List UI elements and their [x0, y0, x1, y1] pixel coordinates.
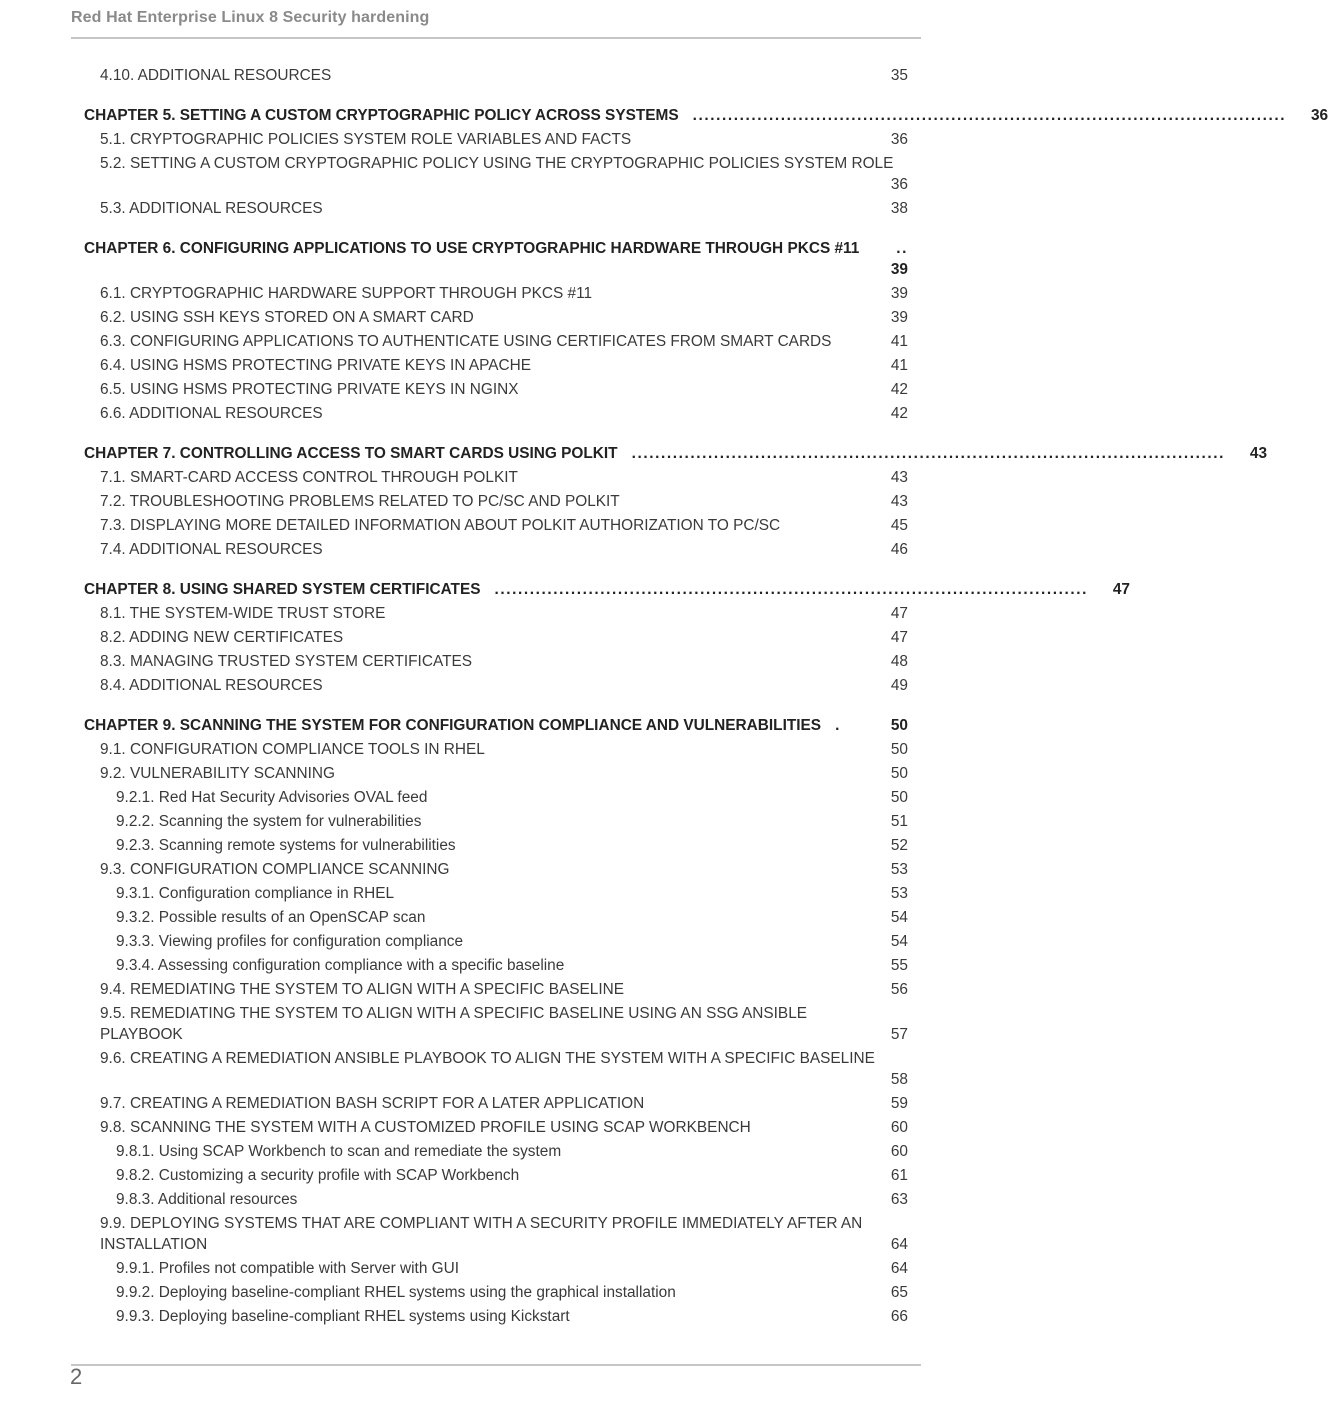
- running-header-title: Red Hat Enterprise Linux 8 Security hardening: [71, 9, 430, 26]
- toc-entry[interactable]: [84, 467, 908, 491]
- toc-entry-label: 6.5. USING HSMS PROTECTING PRIVATE KEYS IN NGINX: [100, 381, 519, 398]
- toc-entry-label: 9.4. REMEDIATING THE SYSTEM TO ALIGN WITH A SPECIFIC BASELINE: [100, 981, 624, 998]
- toc-entry-label: 6.4. USING HSMS PROTECTING PRIVATE KEYS IN APACHE: [100, 357, 532, 374]
- toc-entry-page: 42: [890, 381, 908, 398]
- toc-entry-label: 9.7. CREATING A REMEDIATION BASH SCRIPT FOR A LATER APPLICATION: [100, 1095, 645, 1112]
- toc-entry-label: 6.6. ADDITIONAL RESOURCES: [100, 405, 323, 422]
- toc-chapter-6[interactable]: [84, 238, 908, 283]
- toc-chapter-page: 50: [890, 717, 908, 734]
- toc-chapter-page: 36: [1310, 107, 1328, 124]
- toc-entry[interactable]: [84, 835, 908, 859]
- toc-entry-page: 52: [890, 837, 908, 854]
- toc-chapter-label: CHAPTER 9. SCANNING THE SYSTEM FOR CONFIGURATION COMPLIANCE AND VULNERABILITIES: [84, 717, 822, 734]
- toc-entry[interactable]: [84, 1282, 908, 1306]
- toc-entry[interactable]: [84, 198, 908, 222]
- toc-entry-label: 8.4. ADDITIONAL RESOURCES: [100, 677, 323, 694]
- toc-entry-label: 9.2.3. Scanning remote systems for vulnerabilities: [116, 837, 456, 854]
- toc-entry-page: 53: [890, 861, 908, 878]
- dot-leader: .....................................................................................................: [692, 107, 1287, 124]
- dot-leader: .: [835, 717, 841, 734]
- toc-entry-page: 41: [890, 333, 908, 350]
- toc-entry-page: 38: [890, 200, 908, 217]
- toc-chapter-5[interactable]: [84, 105, 1328, 129]
- toc-entry-page: 66: [890, 1308, 908, 1325]
- toc-entry-page: 45: [890, 517, 908, 534]
- toc-entry-label: 9.3.4. Assessing configuration compliance with a specific baseline: [116, 957, 565, 974]
- toc-entry[interactable]: [84, 1141, 908, 1165]
- toc-chapter-label: CHAPTER 8. USING SHARED SYSTEM CERTIFICATES: [84, 581, 481, 598]
- toc-entry[interactable]: [84, 153, 908, 198]
- toc-entry[interactable]: [84, 627, 908, 651]
- toc-entry-label: 9.3.2. Possible results of an OpenSCAP scan: [116, 909, 426, 926]
- toc-entry-page: 43: [890, 469, 908, 486]
- toc-entry[interactable]: [84, 491, 908, 515]
- toc-entry-page: 47: [890, 629, 908, 646]
- toc-entry[interactable]: [84, 65, 908, 89]
- toc-entry[interactable]: [84, 651, 908, 675]
- toc-entry-page: 49: [890, 677, 908, 694]
- toc-entry-page: 43: [890, 493, 908, 510]
- toc-entry-page: 51: [890, 813, 908, 830]
- toc-entry-label: 7.2. TROUBLESHOOTING PROBLEMS RELATED TO PC/SC AND POLKIT: [100, 493, 620, 510]
- toc-entry-page: 60: [890, 1143, 908, 1160]
- toc-entry[interactable]: [84, 307, 908, 331]
- toc-entry[interactable]: [84, 675, 908, 699]
- table-of-contents: [84, 65, 1328, 1330]
- toc-entry-page: 36: [890, 176, 908, 193]
- toc-chapter-9[interactable]: [84, 715, 908, 739]
- toc-chapter-page: 43: [1249, 445, 1268, 462]
- toc-entry-label: 9.8.2. Customizing a security profile with SCAP Workbench: [116, 1167, 520, 1184]
- toc-entry-label: 9.6. CREATING A REMEDIATION ANSIBLE PLAYBOOK TO ALIGN THE SYSTEM WITH A SPECIFIC BASELINE: [100, 1050, 875, 1067]
- dot-leader: .....................................................................................................: [631, 445, 1226, 462]
- dot-leader: .....................................................................................................: [494, 581, 1088, 598]
- toc-entry-page: 46: [890, 541, 908, 558]
- toc-entry-page: 50: [890, 741, 908, 758]
- dot-leader: ..: [896, 240, 908, 257]
- toc-chapter-label: CHAPTER 5. SETTING A CUSTOM CRYPTOGRAPHIC POLICY ACROSS SYSTEMS: [84, 107, 679, 124]
- toc-entry-page: 41: [890, 357, 908, 374]
- toc-entry-label: 7.4. ADDITIONAL RESOURCES: [100, 541, 323, 558]
- toc-entry-label: 7.1. SMART-CARD ACCESS CONTROL THROUGH POLKIT: [100, 469, 518, 486]
- toc-entry-label: 7.3. DISPLAYING MORE DETAILED INFORMATION ABOUT POLKIT AUTHORIZATION TO PC/SC: [100, 517, 781, 534]
- toc-entry-label: 5.1. CRYPTOGRAPHIC POLICIES SYSTEM ROLE VARIABLES AND FACTS: [100, 131, 632, 148]
- toc-entry-page: 65: [890, 1284, 908, 1301]
- toc-chapter-8[interactable]: [84, 579, 1130, 603]
- toc-entry[interactable]: [84, 379, 908, 403]
- toc-entry[interactable]: [84, 1048, 908, 1093]
- toc-entry-page: 42: [890, 405, 908, 422]
- toc-entry[interactable]: [84, 283, 908, 307]
- toc-chapter-label: CHAPTER 7. CONTROLLING ACCESS TO SMART CARDS USING POLKIT: [84, 445, 618, 462]
- toc-entry[interactable]: [84, 979, 908, 1003]
- toc-entry[interactable]: [84, 1003, 908, 1048]
- toc-entry[interactable]: [84, 355, 908, 379]
- toc-entry-label: 8.1. THE SYSTEM-WIDE TRUST STORE: [100, 605, 386, 622]
- toc-chapter-7[interactable]: [84, 443, 1268, 467]
- toc-entry-page: 54: [890, 909, 908, 926]
- toc-entry[interactable]: [84, 1189, 908, 1213]
- toc-entry-page: 36: [890, 131, 908, 148]
- header-divider: [71, 37, 921, 39]
- toc-entry-label: 9.8. SCANNING THE SYSTEM WITH A CUSTOMIZED PROFILE USING SCAP WORKBENCH: [100, 1119, 751, 1136]
- toc-entry[interactable]: [84, 739, 908, 763]
- toc-entry[interactable]: [84, 955, 908, 979]
- toc-entry-label: 8.2. ADDING NEW CERTIFICATES: [100, 629, 344, 646]
- toc-entry-label: 9.1. CONFIGURATION COMPLIANCE TOOLS IN RHEL: [100, 741, 485, 758]
- page-number: 2: [70, 1364, 83, 1389]
- toc-entry-page: 50: [890, 789, 908, 806]
- toc-entry-label: 8.3. MANAGING TRUSTED SYSTEM CERTIFICATES: [100, 653, 472, 670]
- toc-entry-label: 9.9.3. Deploying baseline-compliant RHEL systems using Kickstart: [116, 1308, 570, 1325]
- toc-entry[interactable]: [84, 603, 908, 627]
- toc-entry-label: 6.1. CRYPTOGRAPHIC HARDWARE SUPPORT THROUGH PKCS #11: [100, 285, 593, 302]
- toc-entry-label: 9.9.1. Profiles not compatible with Server with GUI: [116, 1260, 460, 1277]
- toc-entry-label: 5.2. SETTING A CUSTOM CRYPTOGRAPHIC POLICY USING THE CRYPTOGRAPHIC POLICIES SYSTEM ROLE: [100, 155, 894, 172]
- toc-chapter-page: 39: [890, 261, 908, 278]
- toc-entry-label: 9.8.1. Using SCAP Workbench to scan and remediate the system: [116, 1143, 562, 1160]
- toc-entry-page: 63: [890, 1191, 908, 1208]
- toc-entry-label: 5.3. ADDITIONAL RESOURCES: [100, 200, 323, 217]
- toc-entry-page: 56: [890, 981, 908, 998]
- toc-entry-page: 57: [890, 1026, 908, 1043]
- toc-entry[interactable]: [84, 1093, 908, 1117]
- toc-entry[interactable]: [84, 1165, 908, 1189]
- toc-entry[interactable]: [84, 907, 908, 931]
- toc-entry[interactable]: [84, 1213, 908, 1258]
- toc-entry-page: 54: [890, 933, 908, 950]
- toc-entry-label: 9.2. VULNERABILITY SCANNING: [100, 765, 335, 782]
- toc-entry[interactable]: [84, 787, 908, 811]
- toc-chapter-page: 47: [1112, 581, 1130, 598]
- toc-entry-page: 64: [890, 1260, 908, 1277]
- toc-entry-page: 48: [890, 653, 908, 670]
- toc-entry-page: 59: [890, 1095, 908, 1112]
- toc-entry[interactable]: [84, 1117, 908, 1141]
- toc-entry-page: 39: [890, 309, 908, 326]
- toc-entry-label: 9.2.2. Scanning the system for vulnerabilities: [116, 813, 422, 830]
- toc-entry-label: 4.10. ADDITIONAL RESOURCES: [100, 67, 332, 84]
- toc-chapter-label: CHAPTER 6. CONFIGURING APPLICATIONS TO USE CRYPTOGRAPHIC HARDWARE THROUGH PKCS #11: [84, 240, 860, 257]
- toc-entry-page: 53: [890, 885, 908, 902]
- toc-entry-page: 60: [890, 1119, 908, 1136]
- toc-entry-page: 39: [890, 285, 908, 302]
- toc-entry[interactable]: [84, 931, 908, 955]
- toc-entry-label: 9.3.3. Viewing profiles for configuration compliance: [116, 933, 464, 950]
- toc-entry[interactable]: [84, 1258, 908, 1282]
- toc-entry-label: 9.3.1. Configuration compliance in RHEL: [116, 885, 395, 902]
- toc-entry-page: 58: [890, 1071, 908, 1088]
- toc-entry-page: 47: [890, 605, 908, 622]
- toc-entry-page: 50: [890, 765, 908, 782]
- toc-entry[interactable]: [84, 331, 908, 355]
- toc-entry[interactable]: [84, 515, 908, 539]
- toc-entry-page: 61: [890, 1167, 908, 1184]
- toc-entry-page: 64: [890, 1236, 908, 1253]
- footer-divider: [71, 1364, 921, 1366]
- toc-entry-label: 9.5. REMEDIATING THE SYSTEM TO ALIGN WITH A SPECIFIC BASELINE USING AN SSG ANSIBLE PLAYBOOK: [100, 1005, 808, 1043]
- toc-entry[interactable]: [84, 883, 908, 907]
- toc-entry-label: 9.9. DEPLOYING SYSTEMS THAT ARE COMPLIANT WITH A SECURITY PROFILE IMMEDIATELY AFTER AN INSTALLATION: [100, 1215, 863, 1253]
- toc-entry[interactable]: [84, 763, 908, 787]
- toc-entry[interactable]: [84, 811, 908, 835]
- toc-entry[interactable]: [84, 403, 908, 427]
- toc-entry-label: 6.3. CONFIGURING APPLICATIONS TO AUTHENTICATE USING CERTIFICATES FROM SMART CARDS: [100, 333, 832, 350]
- toc-entry[interactable]: [84, 1306, 908, 1330]
- toc-entry[interactable]: [84, 859, 908, 883]
- toc-entry-label: 9.3. CONFIGURATION COMPLIANCE SCANNING: [100, 861, 450, 878]
- toc-entry-label: 9.2.1. Red Hat Security Advisories OVAL feed: [116, 789, 428, 806]
- toc-entry-label: 6.2. USING SSH KEYS STORED ON A SMART CARD: [100, 309, 474, 326]
- toc-entry-page: 35: [890, 67, 908, 84]
- toc-entry-label: 9.8.3. Additional resources: [116, 1191, 298, 1208]
- toc-entry-label: 9.9.2. Deploying baseline-compliant RHEL systems using the graphical installation: [116, 1284, 676, 1301]
- toc-entry[interactable]: [84, 539, 908, 563]
- toc-entry[interactable]: [84, 129, 908, 153]
- toc-entry-page: 55: [890, 957, 908, 974]
